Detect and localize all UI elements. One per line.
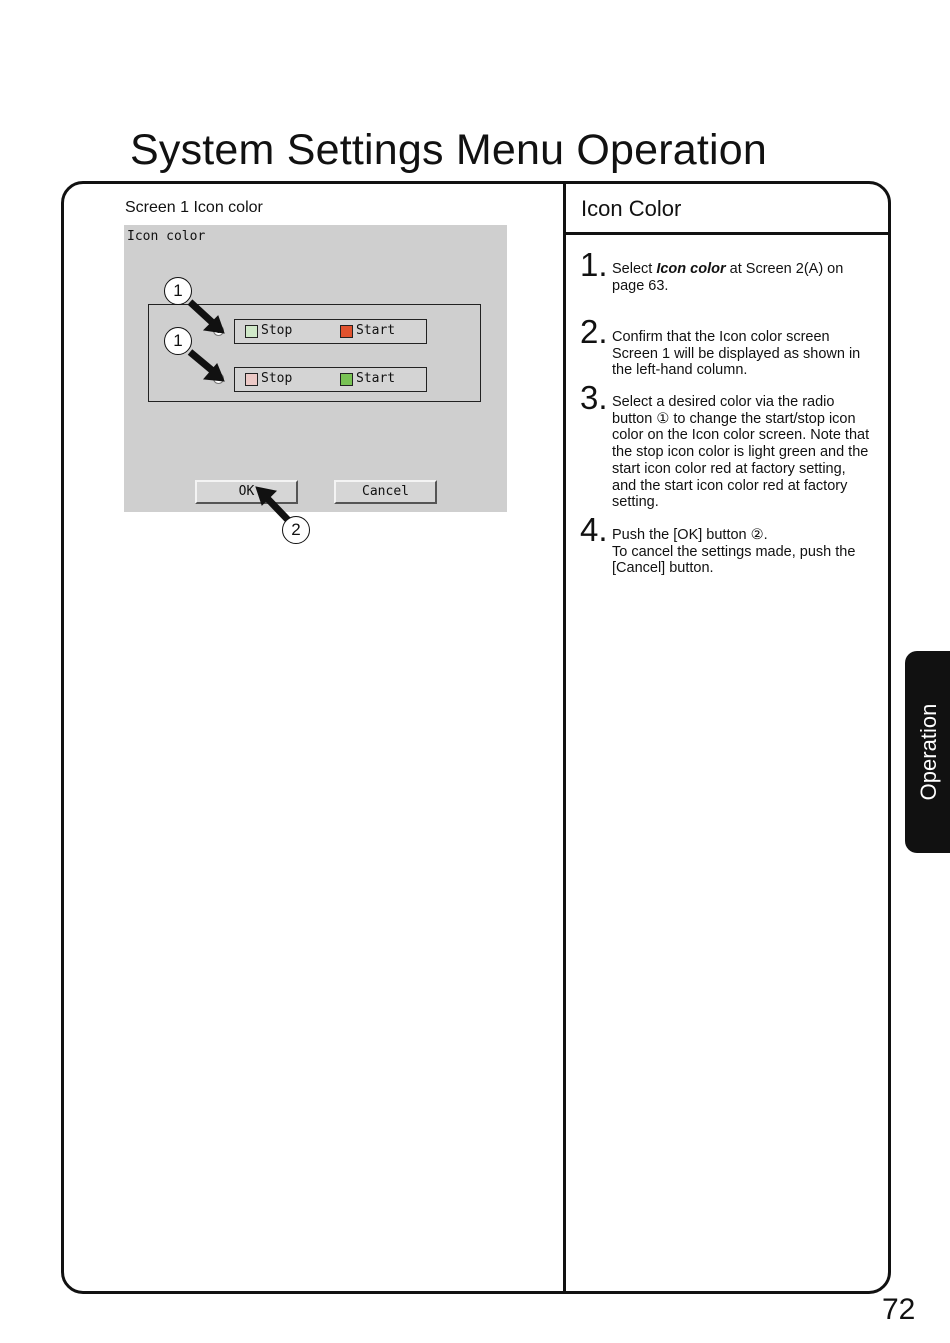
- ok-button[interactable]: OK: [195, 480, 298, 504]
- step-number: 1.: [580, 246, 608, 283]
- callout-2: 2: [282, 516, 310, 544]
- callout-1a: 1: [164, 277, 192, 305]
- step-number: 2.: [580, 313, 608, 350]
- step-number: 4.: [580, 511, 608, 548]
- page-title: System Settings Menu Operation: [130, 126, 767, 174]
- step-4-line-1: Push the [OK] button ②.: [612, 527, 768, 543]
- step-4-text: [612, 527, 872, 577]
- stop-label: Stop: [261, 371, 293, 386]
- arrow-icon: [190, 352, 214, 372]
- start-label: Start: [356, 323, 396, 338]
- step-3-text: Select a desired color via the radio button ① to change the start/stop icon color on the Icon color screen. Note that the stop icon color is light green and the start icon color red at factory setting, and the start icon color red at factory setting.: [612, 394, 870, 511]
- side-tab-label: Operation: [916, 703, 941, 801]
- page-number: 72: [882, 1293, 916, 1326]
- arrow-icon: [190, 302, 214, 324]
- arrow-icon: [266, 497, 288, 520]
- step-1-emphasis: Icon color: [656, 261, 726, 277]
- step-number: 3.: [580, 379, 608, 416]
- cancel-button[interactable]: Cancel: [334, 480, 437, 504]
- start-label: Start: [356, 371, 396, 386]
- step-1-text: [612, 261, 872, 294]
- callout-1b: 1: [164, 327, 192, 355]
- step-1-pre: Select: [612, 261, 657, 277]
- step-1-post: at Screen 2(A) on page 63.: [612, 261, 844, 294]
- screen-caption: Screen 1 Icon color: [125, 199, 263, 216]
- step-4-line-2: To cancel the settings made, push the [Cancel] button.: [612, 543, 856, 577]
- screen-title: Icon color: [127, 229, 206, 244]
- step-2-text: Confirm that the Icon color screen Screen 1 will be displayed as shown in the left-hand column.: [612, 329, 861, 379]
- section-heading: Icon Color: [581, 196, 682, 221]
- section-side-tab: [905, 651, 950, 853]
- stop-label: Stop: [261, 323, 293, 338]
